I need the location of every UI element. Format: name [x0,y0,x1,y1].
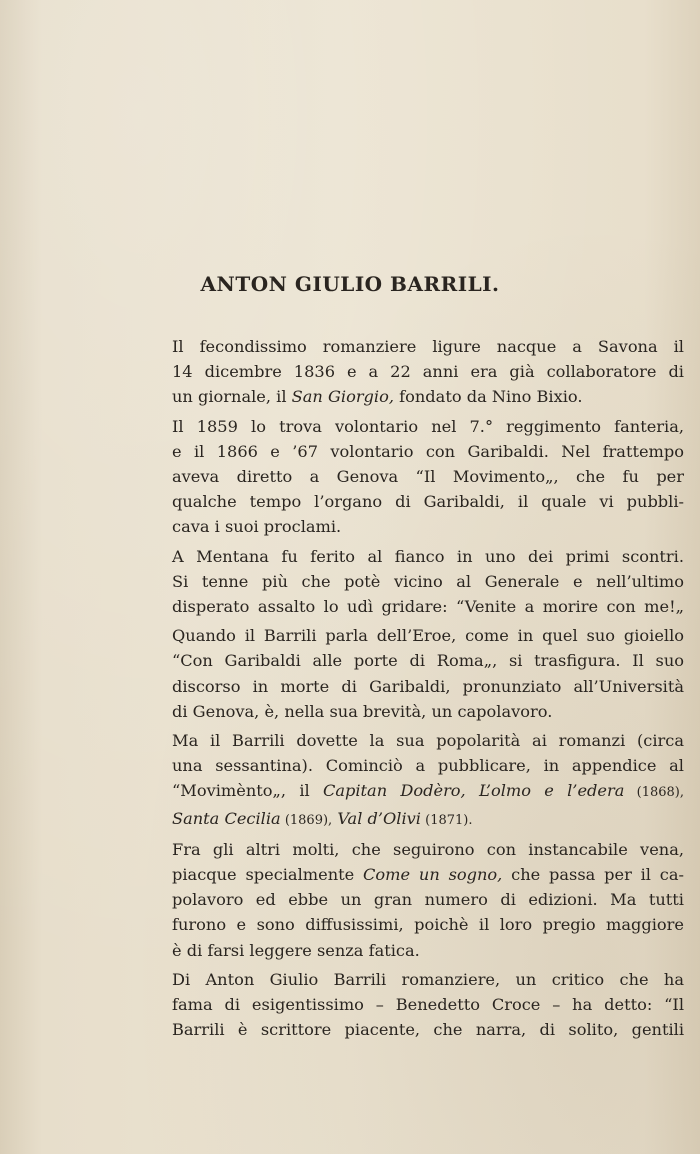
text-segment: (1871). [420,812,473,828]
text-segment: che passa per il ca- [502,865,684,885]
paragraph [172,414,684,540]
text-segment: Barrili è scrittore piacente, che narra, di solito, gentili [172,1020,684,1040]
text-line [172,912,684,937]
text-segment: una sessantina). Cominciò a pubblicare, in appendice al [172,756,684,776]
italic-title: Santa Cecilia [172,808,281,828]
text-line [172,623,684,648]
text-segment: (1869), [280,812,333,828]
text-line [172,489,684,514]
text-segment: polavoro ed ebbe un gran numero di edizioni. Ma tutti [172,890,684,910]
text-segment: fondato da Nino Bixio. [394,387,583,407]
text-segment: “Con Garibaldi alle porte di Roma„, si trasfigura. Il suo [172,651,684,671]
paragraph [172,837,684,963]
text-line [172,938,684,963]
text-line [172,439,684,464]
body-text [172,334,684,1046]
text-line [172,887,684,912]
text-segment: di Genova, è, nella sua brevità, un capolavoro. [172,701,553,721]
text-segment: Fra gli altri molti, che seguirono con instancabile vena, [172,839,684,859]
italic-title: Val d’Olivi [337,808,421,828]
text-line [172,334,684,359]
text-line [172,1017,684,1042]
text-line [172,753,684,778]
text-line [172,806,684,833]
text-line [172,514,684,539]
paragraph [172,544,684,620]
chapter-title: ANTON GIULIO BARRILI. [200,272,500,296]
text-line [172,384,684,409]
text-line [172,359,684,384]
paragraph [172,334,684,410]
text-segment: A Mentana fu ferito al fianco in uno dei primi scontri. [172,546,684,566]
text-segment: 14 dicembre 1836 e a 22 anni era già collaboratore di [172,362,684,382]
text-segment: “Movimènto„, il [172,781,323,801]
text-segment: Il fecondissimo romanziere ligure nacque a Savona il [172,337,684,356]
text-line [172,699,684,724]
text-segment: cava i suoi proclami. [172,517,342,537]
text-line [172,967,684,992]
text-segment: fama di esigentissimo – Benedetto Croce – ha detto: “Il [172,995,684,1015]
text-segment: e il 1866 e ’67 volontario con Garibaldi. Nel frattempo [172,441,684,461]
paragraph [172,623,684,724]
text-line [172,594,684,619]
text-line [172,464,684,489]
text-segment: è di farsi leggere senza fatica. [172,940,420,960]
text-segment: aveva diretto a Genova “Il Movimento„, che fu per [172,467,684,487]
text-line [172,569,684,594]
paragraph [172,728,684,833]
text-line [172,648,684,673]
text-segment: disperato assalto lo udì gridare: “Venite a morire con me!„ [172,597,684,617]
text-segment: piacque specialmente [172,865,364,885]
text-line [172,414,684,439]
text-segment: Si tenne più che potè vicino al Generale e nell’ultimo [172,571,684,591]
text-line [172,778,684,805]
text-segment: Ma il Barrili dovette la sua popolarità ai romanzi (circa [172,731,684,751]
text-line [172,728,684,753]
paragraph [172,967,684,1043]
text-segment: (1868), [624,785,684,801]
text-segment: Quando il Barrili parla dell’Eroe, come in quel suo gioiello [172,626,684,646]
italic-title: San Giorgio, [291,387,394,407]
text-line [172,992,684,1017]
text-segment: Il 1859 lo trova volontario nel 7.° reggimento fanteria, [172,416,684,436]
text-segment: furono e sono diffusissimi, poichè il loro pregio maggiore [172,915,684,935]
text-segment: qualche tempo l’organo di Garibaldi, il quale vi pubbli- [172,492,684,512]
text-line [172,544,684,569]
text-segment: Di Anton Giulio Barrili romanziere, un critico che ha [172,969,684,989]
italic-title: Come un sogno, [363,865,503,885]
italic-title: Capitan Dodèro, L’olmo e l’edera [322,781,625,801]
text-line [172,674,684,699]
text-line [172,862,684,887]
text-segment: discorso in morte di Garibaldi, pronunziato all’Università [172,676,684,696]
text-segment: un giornale, il [172,387,292,407]
text-line [172,837,684,862]
